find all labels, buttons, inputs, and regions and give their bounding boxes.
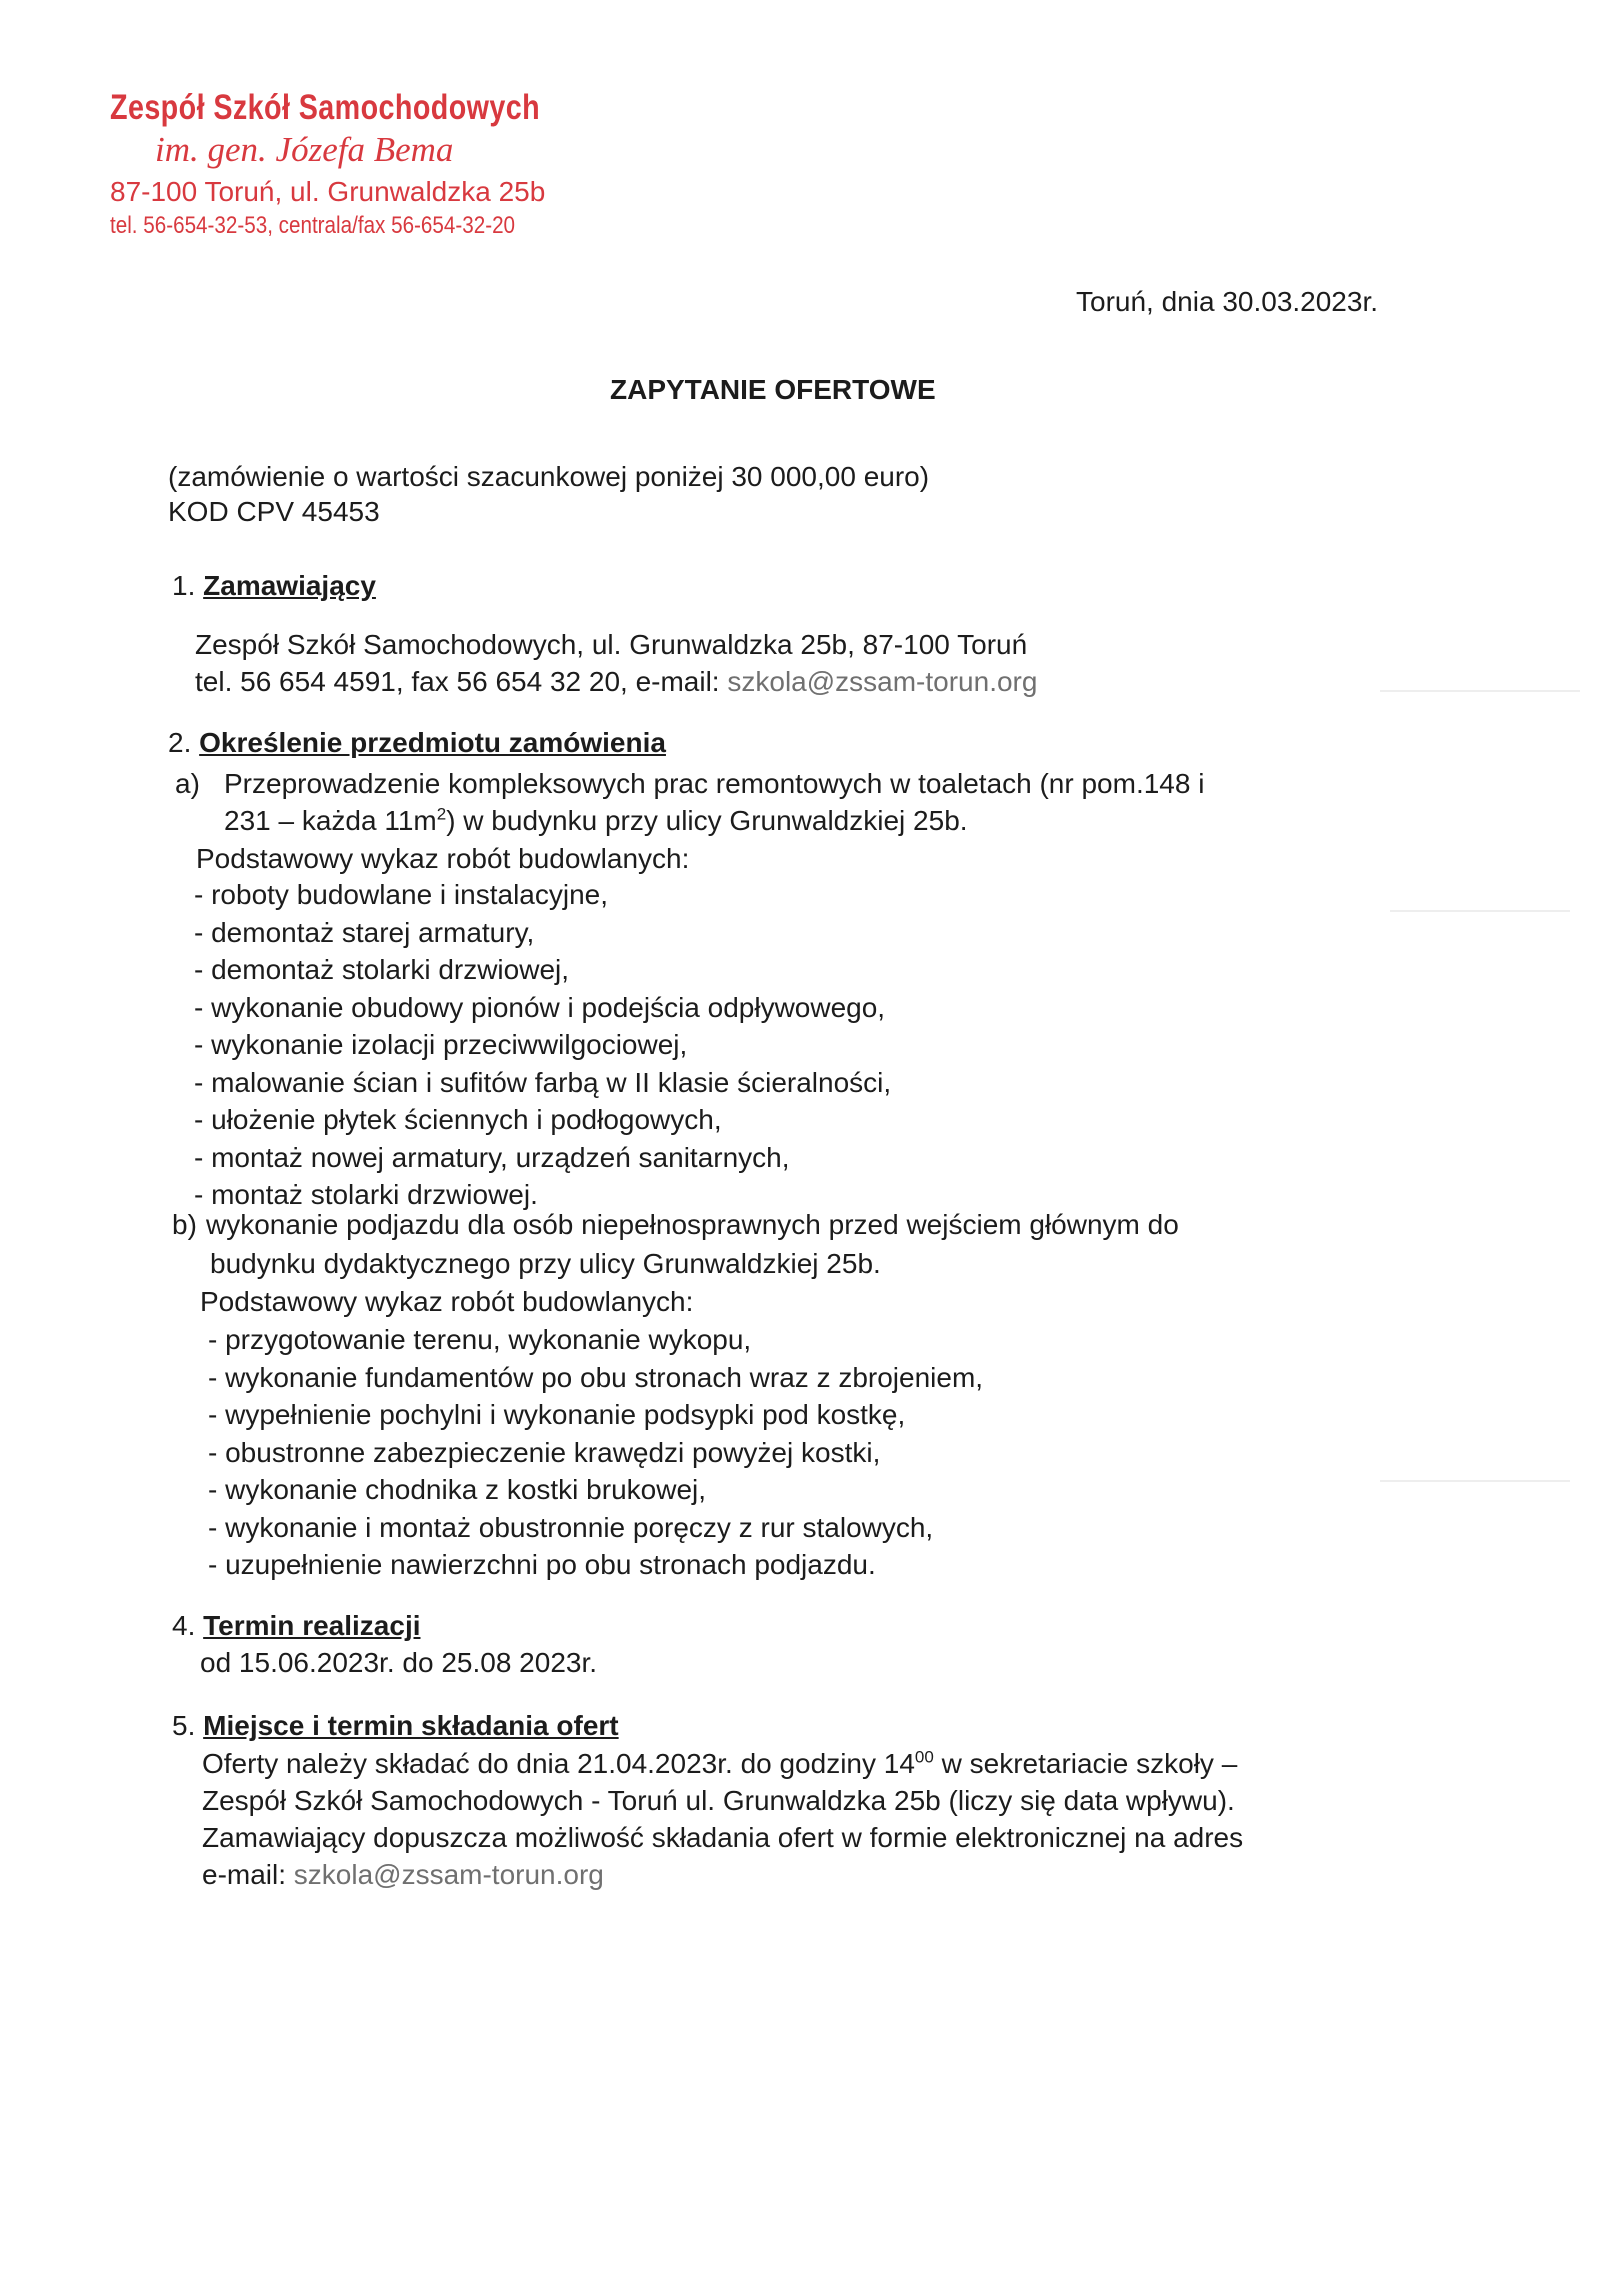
- item-b-works-list: [208, 1321, 983, 1584]
- list-item: - wykonanie fundamentów po obu stronach wraz z zbrojeniem,: [208, 1361, 984, 1393]
- document-date: Toruń, dnia 30.03.2023r.: [1076, 286, 1379, 317]
- section-2-heading: [168, 724, 666, 762]
- section-2-title: Określenie przedmiotu zamówienia: [199, 727, 666, 758]
- intro-cpv-code: KOD CPV 45453: [168, 496, 380, 527]
- stamp-address: 87-100 Toruń, ul. Grunwaldzka 25b: [110, 176, 546, 207]
- offer-email-label: e-mail:: [202, 1859, 294, 1890]
- offer-electronic-note: Zamawiający dopuszcza możliwość składania ofert w formie elektronicznej na adres: [202, 1822, 1244, 1853]
- square-superscript: 2: [436, 804, 447, 824]
- list-item: - uzupełnienie nawierzchni po obu stronach podjazdu.: [208, 1549, 876, 1580]
- list-item: - wypełnienie pochylni i wykonanie podsypki pod kostkę,: [208, 1399, 906, 1430]
- offer-place: Zespół Szkół Samochodowych - Toruń ul. Grunwaldzka 25b (liczy się data wpływu).: [202, 1785, 1235, 1816]
- section-4-number: 4.: [172, 1610, 196, 1641]
- list-item: - demontaż starej armatury,: [194, 916, 535, 948]
- school-stamp: [110, 88, 634, 240]
- scan-artifact: [1380, 1480, 1570, 1482]
- list-item: - malowanie ścian i sufitów farbą w II klasie ścieralności,: [194, 1066, 892, 1098]
- purchaser-address: Zespół Szkół Samochodowych, ul. Grunwaldzka 25b, 87-100 Toruń: [195, 629, 1028, 660]
- purchaser-contact-phone: tel. 56 654 4591, fax 56 654 32 20, e-mail:: [195, 666, 728, 697]
- offer-deadline: [202, 1745, 1237, 1783]
- offer-email-line: [202, 1856, 604, 1894]
- list-item: - montaż stolarki drzwiowej.: [194, 1179, 538, 1210]
- list-item: - ułożenie płytek ściennych i podłogowych,: [194, 1104, 722, 1135]
- list-item: - wykonanie chodnika z kostki brukowej,: [208, 1474, 707, 1505]
- realization-dates: od 15.06.2023r. do 25.08 2023r.: [200, 1647, 598, 1678]
- scan-artifact: [1380, 690, 1580, 692]
- offer-email-link[interactable]: szkola@zssam-torun.org: [293, 1859, 604, 1890]
- stamp-patron: im. gen. Józefa Bema: [155, 130, 454, 169]
- item-a-marker: a): [175, 768, 200, 799]
- section-1-number: 1.: [172, 570, 196, 601]
- hour-superscript: 00: [914, 1747, 934, 1767]
- list-item: - wykonanie i montaż obustronnie poręczy z rur stalowych,: [208, 1511, 934, 1543]
- scan-artifact: [1390, 910, 1570, 912]
- section-2-number: 2.: [168, 727, 192, 758]
- offer-deadline-text: Oferty należy składać do dnia 21.04.2023r. do godziny 14: [202, 1748, 915, 1779]
- item-b-line2: budynku dydaktycznego przy ulicy Grunwaldzkiej 25b.: [210, 1248, 881, 1279]
- document-title: ZAPYTANIE OFERTOWE: [610, 374, 936, 405]
- item-b-list-title: Podstawowy wykaz robót budowlanych:: [200, 1286, 694, 1317]
- section-4-title: Termin realizacji: [203, 1610, 421, 1641]
- stamp-school-name: Zespół Szkół Samochodowych: [110, 88, 541, 127]
- list-item: - roboty budowlane i instalacyjne,: [194, 879, 609, 910]
- list-item: - wykonanie izolacji przeciwwilgociowej,: [194, 1029, 688, 1060]
- section-1-title: Zamawiający: [203, 570, 376, 601]
- list-item: - obustronne zabezpieczenie krawędzi powyżej kostki,: [208, 1436, 881, 1468]
- purchaser-email-link[interactable]: szkola@zssam-torun.org: [727, 666, 1038, 697]
- section-5-heading: [172, 1707, 619, 1745]
- section-4-heading: [172, 1607, 421, 1645]
- item-a-line1: Przeprowadzenie kompleksowych prac remontowych w toaletach (nr pom.148 i: [224, 768, 1205, 799]
- item-a-line2-text: 231 – każda 11m: [224, 805, 437, 836]
- list-item: - demontaż stolarki drzwiowej,: [194, 954, 570, 985]
- purchaser-contact: [195, 663, 1037, 701]
- section-5-number: 5.: [172, 1710, 196, 1741]
- section-5-title: Miejsce i termin składania ofert: [203, 1710, 619, 1741]
- stamp-phone: tel. 56-654-32-53, centrala/fax 56-654-32-20: [110, 212, 516, 239]
- item-a-line2: [224, 802, 968, 840]
- offer-deadline-tail: w sekretariacie szkoły –: [933, 1748, 1238, 1779]
- list-item: - wykonanie obudowy pionów i podejścia odpływowego,: [194, 991, 886, 1023]
- list-item: - przygotowanie terenu, wykonanie wykopu,: [208, 1324, 752, 1355]
- item-a-works-list: [194, 876, 891, 1214]
- intro-value-note: (zamówienie o wartości szacunkowej poniżej 30 000,00 euro): [168, 461, 930, 492]
- item-b-marker: b): [172, 1209, 197, 1240]
- item-a-list-title: Podstawowy wykaz robót budowlanych:: [196, 843, 690, 874]
- item-b-line1: wykonanie podjazdu dla osób niepełnosprawnych przed wejściem głównym do: [206, 1209, 1179, 1240]
- section-1-heading: [172, 567, 376, 605]
- item-a-line2-tail: ) w budynku przy ulicy Grunwaldzkiej 25b.: [446, 805, 968, 836]
- list-item: - montaż nowej armatury, urządzeń sanitarnych,: [194, 1141, 790, 1173]
